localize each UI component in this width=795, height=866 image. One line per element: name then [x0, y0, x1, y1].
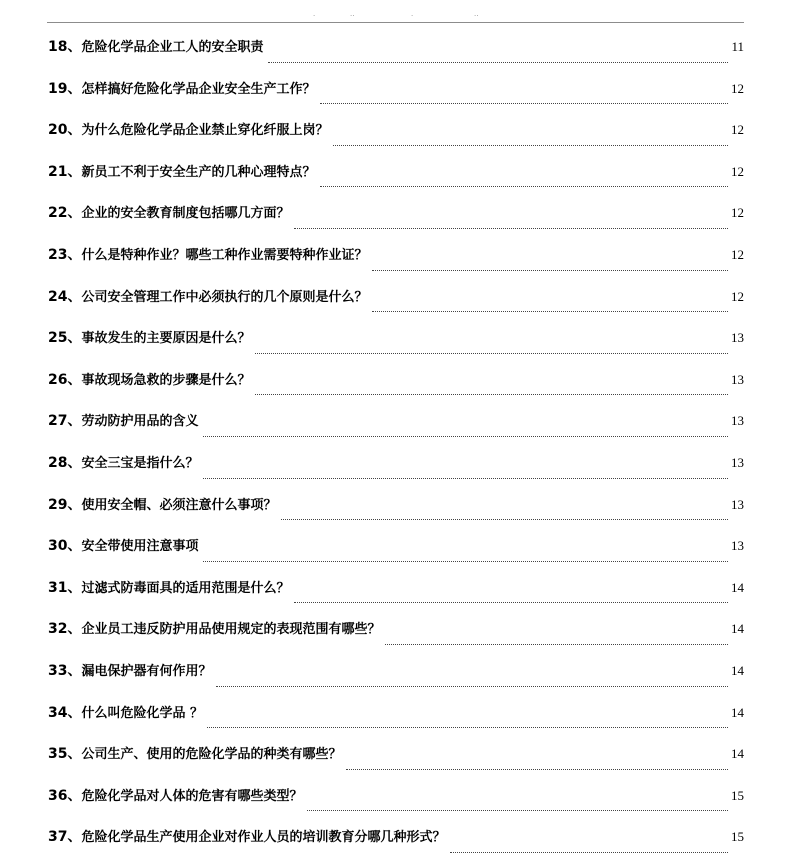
toc-entry[interactable]	[48, 814, 744, 856]
toc-entry-page[interactable]: 14	[731, 662, 744, 678]
toc-entry-page[interactable]: 14	[731, 704, 744, 720]
toc-entry-title[interactable]: 事故现场急救的步骤是什么？	[81, 372, 251, 388]
dot-leader	[216, 685, 729, 687]
toc-entry-title[interactable]: 为什么危险化学品企业禁止穿化纤服上岗？	[81, 123, 329, 139]
toc-entry-number: 32、	[48, 621, 82, 638]
dot-leader	[268, 61, 729, 63]
toc-entry-page[interactable]: 15	[731, 787, 744, 803]
toc-entry[interactable]	[48, 565, 744, 607]
toc-entry[interactable]	[48, 357, 744, 399]
toc-entry[interactable]	[48, 773, 744, 815]
dot-leader	[255, 393, 729, 395]
toc-entry-page[interactable]: 12	[731, 163, 744, 179]
toc-entry[interactable]	[48, 482, 744, 524]
toc-entry-title[interactable]: 新员工不利于安全生产的几种心理特点？	[81, 164, 316, 180]
toc-entry-title[interactable]: 公司安全管理工作中必须执行的几个原则是什么？	[81, 289, 368, 305]
dot-leader	[203, 560, 729, 562]
toc-entry[interactable]	[48, 398, 744, 440]
toc-entry-number: 36、	[48, 787, 82, 804]
toc-entry-number: 35、	[48, 746, 82, 763]
dot-leader	[333, 144, 729, 146]
toc-entry-page[interactable]: 12	[731, 205, 744, 221]
toc-entry-number: 19、	[48, 80, 82, 97]
toc-entry-number: 27、	[48, 413, 82, 430]
toc-entry-number: 30、	[48, 538, 82, 555]
dot-leader	[372, 310, 729, 312]
toc-entry-title[interactable]: 企业的安全教育制度包括哪几方面？	[81, 206, 290, 222]
toc-entry-page[interactable]: 12	[731, 246, 744, 262]
toc-entry[interactable]	[48, 190, 744, 232]
toc-entry-title[interactable]: 危险化学品生产使用企业对作业人员的培训教育分哪几种形式？	[81, 830, 446, 846]
toc-entry[interactable]	[48, 690, 744, 732]
toc-entry[interactable]	[48, 315, 744, 357]
toc-entry-number: 18、	[48, 39, 82, 55]
dot-leader	[203, 435, 729, 437]
toc-entry[interactable]	[48, 606, 744, 648]
toc-entry-title[interactable]: 使用安全帽、必须注意什么事项？	[81, 497, 277, 513]
header-dot: ·	[313, 12, 316, 20]
header-rule	[47, 22, 744, 23]
toc-entry-number: 34、	[48, 704, 82, 721]
dot-leader	[372, 269, 729, 271]
toc-entry[interactable]	[48, 731, 744, 773]
toc-entry-page[interactable]: 14	[731, 579, 744, 595]
toc-entry-title[interactable]: 危险化学品对人体的危害有哪些类型？	[81, 788, 303, 804]
toc-entry-number: 24、	[48, 288, 82, 305]
toc-entry-title[interactable]: 安全三宝是指什么？	[81, 455, 199, 471]
header-decoration	[0, 12, 795, 20]
toc-entry-title[interactable]: 什么叫危险化学品 ？	[81, 705, 204, 721]
toc-entry-number: 25、	[48, 330, 82, 347]
toc-entry-number: 33、	[48, 662, 82, 679]
header-dot: ·	[411, 12, 414, 20]
toc-entry-number: 20、	[48, 122, 82, 139]
toc-entry[interactable]	[48, 149, 744, 191]
toc-entry-number: 29、	[48, 496, 82, 513]
toc-entry-page[interactable]: 12	[731, 80, 744, 96]
toc-entry[interactable]	[48, 107, 744, 149]
toc-entry-title[interactable]: 安全带使用注意事项	[81, 539, 199, 555]
toc-entry-page[interactable]: 11	[731, 39, 744, 54]
table-of-contents	[48, 24, 744, 856]
toc-entry-title[interactable]: 公司生产、使用的危险化学品的种类有哪些？	[81, 747, 342, 763]
toc-entry-page[interactable]: 14	[731, 746, 744, 762]
dot-leader	[203, 477, 729, 479]
toc-entry-page[interactable]: 13	[731, 496, 744, 512]
toc-entry[interactable]	[48, 232, 744, 274]
header-dot: ··	[350, 12, 355, 20]
toc-entry[interactable]	[48, 523, 744, 565]
toc-entry[interactable]	[48, 66, 744, 108]
toc-entry-number: 31、	[48, 579, 82, 596]
toc-entry-page[interactable]: 13	[731, 413, 744, 429]
dot-leader	[450, 851, 729, 853]
dot-leader	[294, 601, 729, 603]
toc-entry-number: 28、	[48, 454, 82, 471]
toc-entry-title[interactable]: 过滤式防毒面具的适用范围是什么？	[81, 580, 290, 596]
dot-leader	[346, 768, 729, 770]
toc-entry-page[interactable]: 13	[731, 454, 744, 470]
header-dot: ··	[474, 12, 479, 20]
toc-entry-page[interactable]: 15	[731, 829, 744, 845]
toc-entry-title[interactable]: 漏电保护器有何作用？	[81, 663, 212, 679]
toc-entry-number: 37、	[48, 829, 82, 846]
toc-entry-title[interactable]: 什么是特种作业？哪些工种作业需要特种作业证？	[81, 247, 368, 263]
toc-entry-title[interactable]: 怎样搞好危险化学品企业安全生产工作？	[81, 81, 316, 97]
toc-entry-title[interactable]: 劳动防护用品的含义	[81, 414, 199, 430]
toc-entry-number: 26、	[48, 371, 82, 388]
toc-entry-title[interactable]: 企业员工违反防护用品使用规定的表现范围有哪些？	[81, 622, 381, 638]
toc-entry-page[interactable]: 14	[731, 621, 744, 637]
dot-leader	[307, 809, 729, 811]
toc-entry-page[interactable]: 13	[731, 371, 744, 387]
dot-leader	[385, 643, 729, 645]
dot-leader	[320, 185, 729, 187]
dot-leader	[207, 726, 728, 728]
toc-entry-title[interactable]: 事故发生的主要原因是什么？	[81, 331, 251, 347]
toc-entry[interactable]	[48, 24, 744, 66]
dot-leader	[255, 352, 729, 354]
toc-entry-page[interactable]: 13	[731, 538, 744, 554]
toc-entry-page[interactable]: 13	[731, 330, 744, 346]
toc-entry-title[interactable]: 危险化学品企业工人的安全职责	[81, 40, 264, 55]
dot-leader	[294, 227, 729, 229]
dot-leader	[320, 102, 729, 104]
toc-entry-number: 23、	[48, 246, 82, 263]
toc-entry[interactable]	[48, 648, 744, 690]
toc-entry-page[interactable]: 12	[731, 122, 744, 138]
toc-entry-page[interactable]: 12	[731, 288, 744, 304]
toc-entry[interactable]	[48, 274, 744, 316]
toc-entry-number: 22、	[48, 205, 82, 222]
dot-leader	[281, 518, 729, 520]
toc-entry[interactable]	[48, 440, 744, 482]
toc-entry-number: 21、	[48, 163, 82, 180]
